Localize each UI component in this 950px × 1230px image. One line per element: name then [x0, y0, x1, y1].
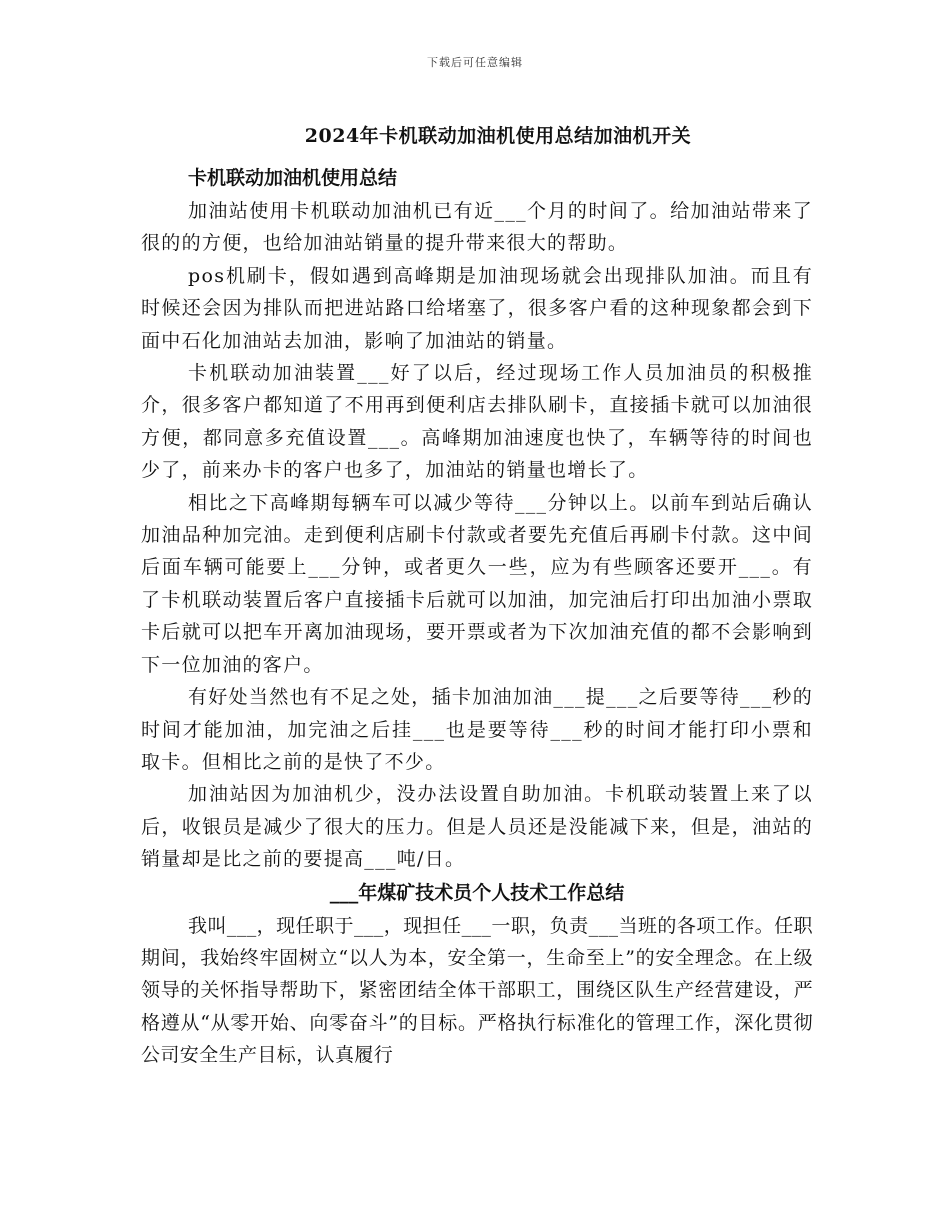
paragraph: 我叫___，现任职于___，现担任___一职，负责___当班的各项工作。任职期间，我始终牢固树立“以人为本，安全第一，生命至上”的安全理念。在上级领导的关怀指导帮助下，紧密团结全体干部职工，围绕区队生产经营建设，严格遵从“从零开始、向零奋斗”的目标。严格执行标准化的管理工作，深化贯彻公司安全生产目标，认真履行 — [141, 914, 813, 1067]
section-heading: 卡机联动加油机使用总结 — [188, 167, 398, 189]
section-heading: ___年煤矿技术员个人技术工作总结 — [329, 881, 625, 904]
section-card-dispenser-summary — [141, 161, 813, 1072]
paragraph: 相比之下高峰期每辆车可以减少等待___分钟以上。以前车到站后确认加油品种加完油。走到便利店刷卡付款或者要先充值后再刷卡付款。这中间后面车辆可能要上___分钟，或者更久一些，应为有些顾客还要开___。有了卡机联动装置后客户直接插卡后就可以加油，加完油后打印出加油小票取卡后就可以把车开离加油现场，要开票或者为下次加油充值的都不会影响到下一位加油的客户。 — [141, 491, 813, 676]
paragraph: 加油站因为加油机少，没办法设置自助加油。卡机联动装置上来了以后，收银员是减少了很大的压力。但是人员还是没能减下来，但是，油站的销量却是比之前的要提高___吨/日。 — [141, 783, 813, 871]
paragraph: pos机刷卡，假如遇到高峰期是加油现场就会出现排队加油。而且有时候还会因为排队而把进站路口给堵塞了，很多客户看的这种现象都会到下面中石化加油站去加油，影响了加油站的销量。 — [141, 264, 813, 352]
paragraph: 卡机联动加油装置___好了以后，经过现场工作人员加油员的积极推介，很多客户都知道了不用再到便利店去排队刷卡，直接插卡就可以加油很方便，都同意多充值设置___。高峰期加油速度也快了，车辆等待的时间也少了，前来办卡的客户也多了，加油站的销量也增长了。 — [141, 362, 813, 482]
paragraph: 有好处当然也有不足之处，插卡加油加油___提___之后要等待___秒的时间才能加油，加完油之后挂___也是要等待___秒的时间才能打印小票和取卡。但相比之前的是快了不少。 — [141, 686, 814, 773]
paragraph: 加油站使用卡机联动加油机已有近___个月的时间了。给加油站带来了很的的方便，也给加油站销量的提升带来很大的帮助。 — [141, 200, 813, 255]
document-title: 2024年卡机联动加油机使用总结加油机开关 — [304, 125, 692, 147]
header-note: 下载后可任意编辑 — [427, 56, 523, 69]
